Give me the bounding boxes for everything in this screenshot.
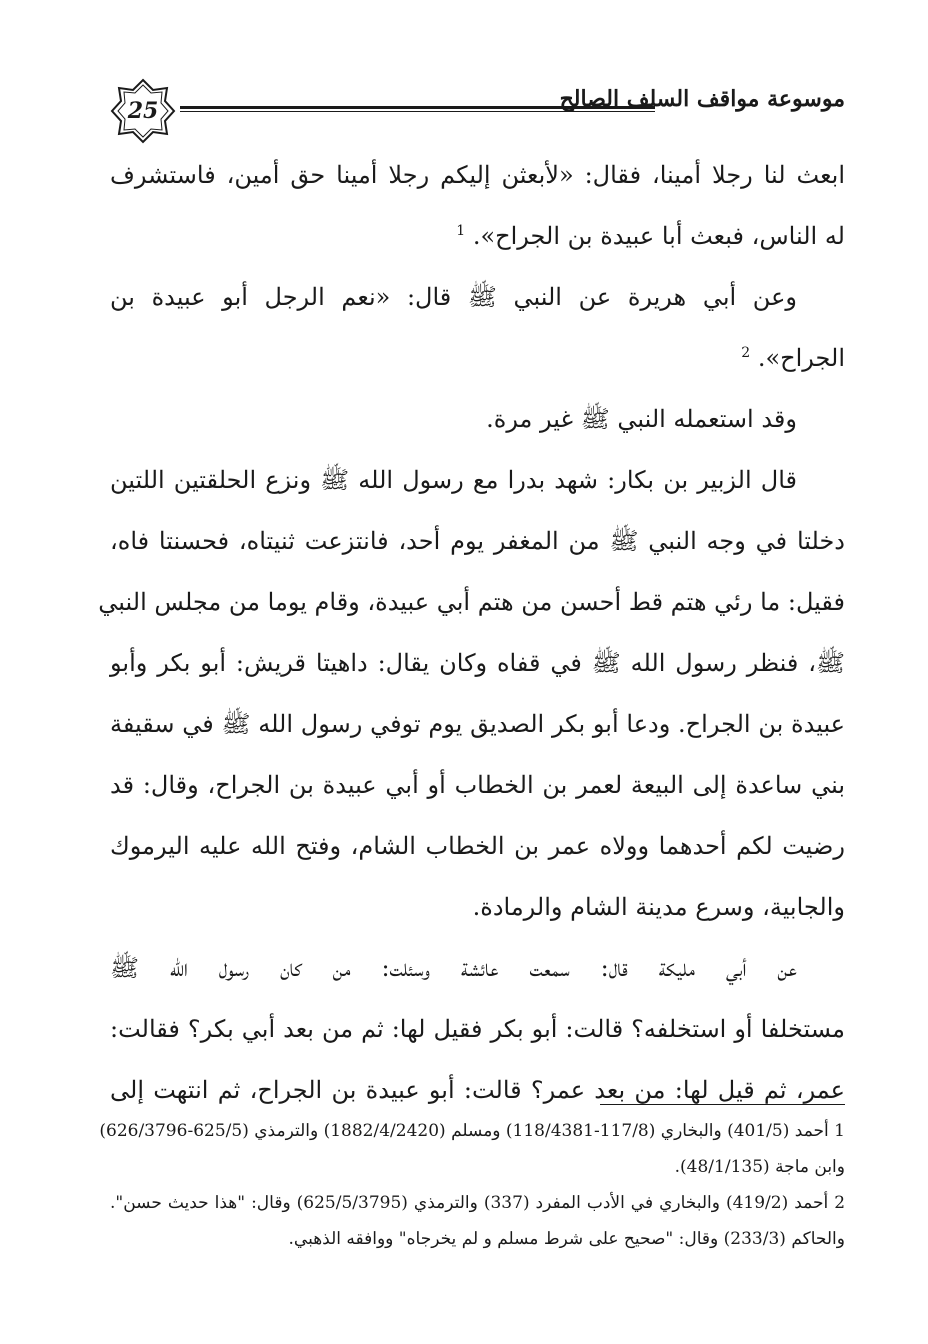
footnote-line: 2 أحمد (419/2) والبخاري في الأدب المفرد (337) والترمذي (625/5/3795) وقال: "هذا حديث حسن". (110, 1193, 846, 1213)
text-line (110, 211, 845, 272)
text-line: عن أبي مليكة قال: سمعت عائشة وسئلت: من كان رسول الله ﷺ (110, 954, 797, 982)
text-line: وعن أبي هريرة عن النبي ﷺ قال: «نعم الرجل أبو عبيدة بن (110, 283, 797, 311)
text-line: فقيل: ما رئي هتم قط أحسن من هتم أبي عبيدة، وقام يوما من مجلس النبي (98, 588, 845, 616)
page-number: 25 (127, 98, 159, 124)
text-line (110, 333, 845, 394)
footnote-line: وابن ماجة (48/1/135). (674, 1157, 845, 1177)
footnote-line: والحاكم (233/3) وقال: "صحيح على شرط مسلم و لم يخرجاه" ووافقه الذهبي. (288, 1229, 845, 1249)
text-line: عبيدة بن الجراح. ودعا أبو بكر الصديق يوم توفي رسول الله ﷺ في سقيفة (110, 710, 846, 738)
running-title: موسوعة مواقف السلف الصالح (559, 86, 845, 112)
text-line: دخلتا في وجه النبي ﷺ من المغفر يوم أحد، فانتزعت ثنيتاه، فحسنتا فاه، (110, 527, 845, 555)
footnote-ref-1[interactable]: 1 (456, 223, 466, 239)
text-line: بني ساعدة إلى البيعة لعمر بن الخطاب أو أبي عبيدة بن الجراح، وقال: قد (110, 771, 845, 799)
page-number-badge (110, 78, 176, 144)
text-line: ﷺ، فنظر رسول الله ﷺ في قفاه وكان يقال: داهيتا قريش: أبو بكر وأبو (110, 649, 845, 677)
footnote-separator (600, 1104, 845, 1105)
text-line: ابعث لنا رجلا أمينا، فقال: «لأبعثن إليكم رجلا أمينا حق أمين، فاستشرف (110, 161, 845, 189)
text-line-content: الجراح». (757, 344, 845, 372)
text-line: رضيت لكم أحدهما وولاه عمر بن الخطاب الشام، وفتح الله عليه اليرموك (110, 832, 845, 860)
body-text (98, 150, 846, 1126)
text-line: عمر، ثم قيل لها: من بعد عمر؟ قالت: أبو عبيدة بن الجراح، ثم انتهت إلى (110, 1076, 845, 1104)
text-line: وقد استعمله النبي ﷺ غير مرة. (486, 405, 797, 433)
text-line: والجابية، وسرع مدينة الشام والرمادة. (472, 893, 845, 921)
text-line: قال الزبير بن بكار: شهد بدرا مع رسول الله ﷺ ونزع الحلقتين اللتين (110, 466, 797, 494)
footnote-ref-2[interactable]: 2 (741, 345, 751, 361)
text-line-content: له الناس، فبعث أبا عبيدة بن الجراح». (472, 222, 845, 250)
page-header (100, 72, 845, 152)
footnotes (99, 1114, 846, 1258)
text-line: مستخلفا أو استخلفه؟ قالت: أبو بكر فقيل لها: ثم من بعد أبي بكر؟ فقالت: (110, 1015, 845, 1043)
footnote-line: 1 أحمد (401/5) والبخاري (117/8-118/4381) ومسلم (1882/4/2420) والترمذي (625/5-626/3796) (99, 1121, 845, 1141)
